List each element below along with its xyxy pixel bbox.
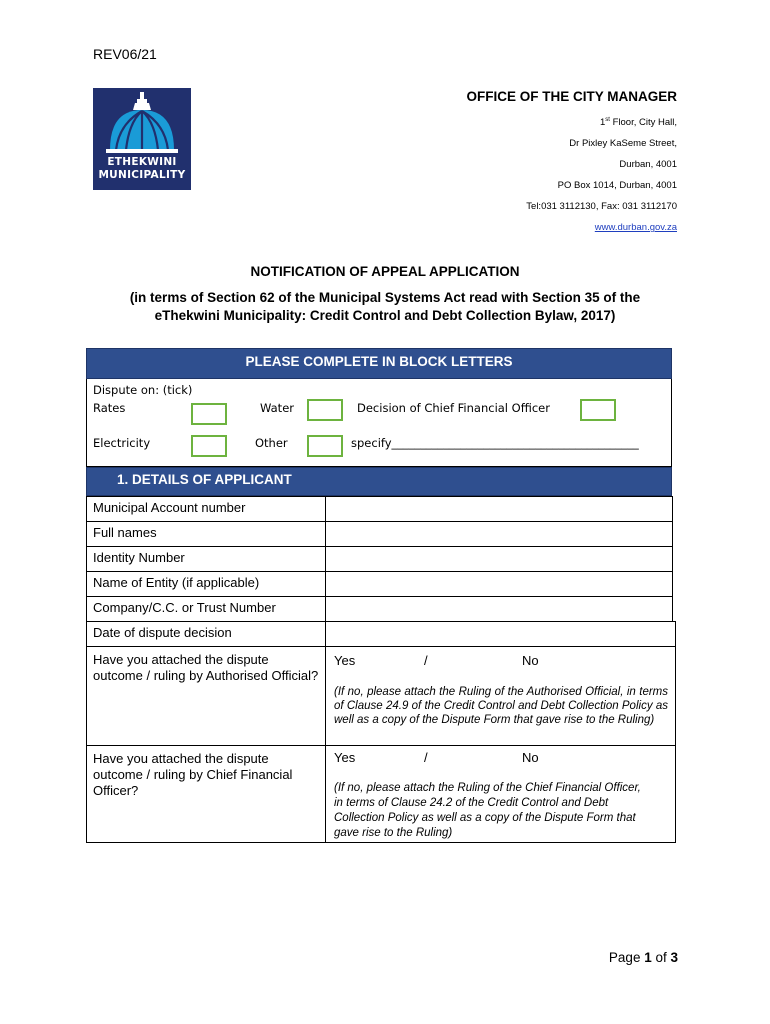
rates-label: Rates <box>93 401 126 415</box>
q1-label: Have you attached the dispute outcome / ruling by Authorised Official? <box>86 646 326 746</box>
electricity-checkbox[interactable] <box>191 435 227 457</box>
q2-instruction-note: (If no, please attach the Ruling of the Chief Financial Officer, in terms of Clause 24.2 of the Credit Control and Debt Collection Policy as well as a copy of the Dispute Form that gave rise to the Ruling) <box>334 782 641 839</box>
document-subtitle: (in terms of Section 62 of the Municipal Systems Act read with Section 35 of the eThekwini Municipality: Credit Control and Debt Collection Bylaw, 2017) <box>129 290 641 323</box>
q2-yes-option[interactable]: Yes <box>334 750 356 765</box>
dispute-date-input[interactable] <box>325 621 676 647</box>
entity-name-input[interactable] <box>325 571 673 597</box>
row-label-company-number: Company/C.C. or Trust Number <box>86 596 326 622</box>
website-link[interactable]: www.durban.gov.za <box>594 222 677 234</box>
identity-number-input[interactable] <box>325 546 673 572</box>
q2-no-option[interactable]: No <box>522 750 539 765</box>
office-floor: 1st Floor, City Hall, <box>599 117 677 129</box>
electricity-label: Electricity <box>93 436 151 450</box>
q2-label: Have you attached the dispute outcome / ruling by Chief Financial Officer? <box>86 745 326 843</box>
office-city: Durban, 4001 <box>619 159 677 171</box>
office-po-box: PO Box 1014, Durban, 4001 <box>557 180 677 192</box>
page-number: Page 1 of 3 <box>608 950 678 965</box>
other-label: Other <box>255 436 288 450</box>
revision-code: REV06/21 <box>93 46 157 62</box>
rates-checkbox[interactable] <box>191 403 227 425</box>
row-label-full-names: Full names <box>86 521 326 547</box>
q2-answer-cell <box>325 745 676 843</box>
q1-instruction-note: (If no, please attach the Ruling of the Authorised Official, in terms of Clause 24.9 of the Credit Control and Debt Collection Policy as well as a copy of the Dispute Form that gave rise to the Ruling) <box>334 686 668 726</box>
block-letters-banner: PLEASE COMPLETE IN BLOCK LETTERS <box>86 348 672 379</box>
water-checkbox[interactable] <box>307 399 343 421</box>
q2-slash: / <box>424 750 428 765</box>
row-label-dispute-date: Date of dispute decision <box>86 621 326 647</box>
other-checkbox[interactable] <box>307 435 343 457</box>
q1-answer-cell <box>325 646 676 746</box>
dispute-heading: Dispute on: (tick) <box>93 383 193 397</box>
office-address-block <box>466 88 677 238</box>
account-number-input[interactable] <box>325 496 673 522</box>
logo-line-1: ETHEKWINI <box>107 156 177 168</box>
office-title: OFFICE OF THE CITY MANAGER <box>466 89 677 104</box>
q1-yes-option[interactable]: Yes <box>334 653 356 668</box>
document-title: NOTIFICATION OF APPEAL APPLICATION <box>250 264 520 279</box>
ethekwini-logo <box>93 88 191 190</box>
water-label: Water <box>260 401 294 415</box>
cfo-decision-checkbox[interactable] <box>580 399 616 421</box>
q1-slash: / <box>424 653 428 668</box>
row-label-account-number: Municipal Account number <box>86 496 326 522</box>
row-label-identity-number: Identity Number <box>86 546 326 572</box>
office-street: Dr Pixley KaSeme Street, <box>569 138 677 150</box>
q1-no-option[interactable]: No <box>522 653 539 668</box>
company-number-input[interactable] <box>325 596 673 622</box>
row-label-entity-name: Name of Entity (if applicable) <box>86 571 326 597</box>
specify-field[interactable]: specify___________________________________________ <box>351 436 639 450</box>
cfo-decision-label: Decision of Chief Financial Officer <box>357 401 550 415</box>
logo-line-2: MUNICIPALITY <box>98 169 186 181</box>
dispute-section <box>86 379 672 467</box>
section-1-header: 1. DETAILS OF APPLICANT <box>86 467 672 496</box>
office-tel-fax: Tel:031 3112130, Fax: 031 3112170 <box>526 201 677 213</box>
full-names-input[interactable] <box>325 521 673 547</box>
